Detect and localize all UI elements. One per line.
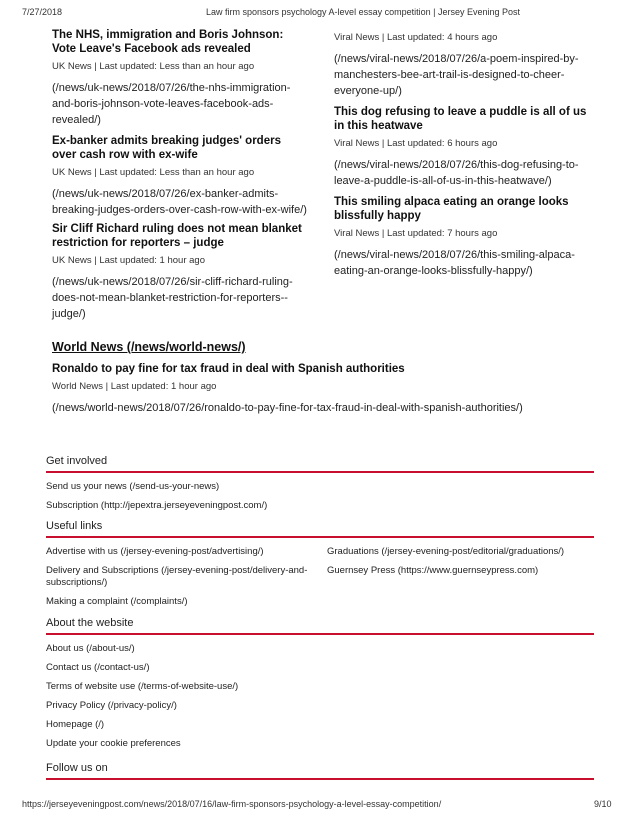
section-divider xyxy=(46,633,594,635)
viral-news-column xyxy=(334,28,590,283)
footer-link[interactable]: Homepage (/) xyxy=(46,719,105,730)
footer-link[interactable]: Delivery and Subscriptions (/jersey-evening-post/delivery-and-subscriptions/) xyxy=(46,565,308,588)
article-link[interactable]: (/news/uk-news/2018/07/26/sir-cliff-richard-ruling-does-not-mean-blanket-restriction-for-reporters--judge/) xyxy=(52,276,293,320)
footer-link[interactable]: Terms of website use (/terms-of-website-use/) xyxy=(46,681,239,692)
article-meta: World News | Last updated: 1 hour ago xyxy=(52,381,217,392)
article-meta: UK News | Last updated: Less than an hour ago xyxy=(52,61,255,72)
article-meta: UK News | Last updated: Less than an hour ago xyxy=(52,167,255,178)
get-involved-section xyxy=(46,455,594,519)
article-item xyxy=(334,32,590,99)
footer-link[interactable]: Graduations (/jersey-evening-post/editorial/graduations/) xyxy=(327,546,565,557)
footer-link[interactable]: Send us your news (/send-us-your-news) xyxy=(46,481,220,492)
world-news-section xyxy=(52,340,612,416)
section-title: Follow us on xyxy=(46,762,108,774)
print-page-title: Law firm sponsors psychology A-level essay competition | Jersey Evening Post xyxy=(206,7,520,17)
page-number: 9/10 xyxy=(594,799,612,809)
useful-links-section xyxy=(46,520,594,615)
article-meta: Viral News | Last updated: 7 hours ago xyxy=(334,228,498,239)
article-title[interactable]: Ex-banker admits breaking judges' orders over cash row with ex-wife xyxy=(52,135,281,161)
footer-link[interactable]: Privacy Policy (/privacy-policy/) xyxy=(46,700,177,711)
article-link[interactable]: (/news/viral-news/2018/07/26/this-smiling-alpaca-eating-an-orange-looks-blissfully-happy/) xyxy=(334,249,575,277)
world-news-heading[interactable]: World News (/news/world-news/) xyxy=(52,340,246,354)
article-title[interactable]: Ronaldo to pay fine for tax fraud in deal with Spanish authorities xyxy=(52,363,405,375)
section-title: About the website xyxy=(46,617,134,629)
article-item xyxy=(334,105,590,189)
follow-us-section xyxy=(46,762,594,788)
article-link[interactable]: (/news/uk-news/2018/07/26/ex-banker-admits-breaking-judges-orders-over-cash-row-with-ex-wife/) xyxy=(52,188,307,216)
footer-link[interactable]: Guernsey Press (https://www.guernseypress.com) xyxy=(327,565,539,576)
article-item xyxy=(52,28,308,128)
article-link[interactable]: (/news/uk-news/2018/07/26/the-nhs-immigration-and-boris-johnson-vote-leaves-facebook-ads-revealed/) xyxy=(52,82,291,126)
footer-link[interactable]: Making a complaint (/complaints/) xyxy=(46,596,188,607)
about-website-section xyxy=(46,617,594,757)
cookie-preferences-link[interactable]: Update your cookie preferences xyxy=(46,738,181,749)
section-title: Get involved xyxy=(46,455,108,467)
article-link[interactable]: (/news/world-news/2018/07/26/ronaldo-to-pay-fine-for-tax-fraud-in-deal-with-spanish-authorities/) xyxy=(52,402,523,414)
footer-link[interactable]: About us (/about-us/) xyxy=(46,643,135,654)
article-item xyxy=(52,222,308,322)
article-title[interactable]: Sir Cliff Richard ruling does not mean blanket restriction for reporters – judge xyxy=(52,223,302,249)
footer-link[interactable]: Contact us (/contact-us/) xyxy=(46,662,150,673)
print-date: 7/27/2018 xyxy=(22,7,63,17)
print-url: https://jerseyeveningpost.com/news/2018/07/16/law-firm-sponsors-psychology-a-level-essay-competition/ xyxy=(22,799,442,809)
article-meta: UK News | Last updated: 1 hour ago xyxy=(52,255,205,266)
article-title[interactable]: The NHS, immigration and Boris Johnson: Vote Leave's Facebook ads revealed xyxy=(52,29,284,55)
section-divider xyxy=(46,471,594,473)
article-link[interactable]: (/news/viral-news/2018/07/26/this-dog-refusing-to-leave-a-puddle-is-all-of-us-in-this-heatwave/) xyxy=(334,159,579,187)
article-meta: Viral News | Last updated: 6 hours ago xyxy=(334,138,498,149)
section-divider xyxy=(46,778,594,780)
article-title[interactable]: This smiling alpaca eating an orange looks blissfully happy xyxy=(334,196,569,222)
article-title[interactable]: This dog refusing to leave a puddle is all of us in this heatwave xyxy=(334,106,587,132)
uk-news-column xyxy=(52,28,308,326)
article-item xyxy=(334,195,590,279)
section-title: Useful links xyxy=(46,520,103,532)
footer-link[interactable]: Advertise with us (/jersey-evening-post/advertising/) xyxy=(46,546,264,557)
article-link[interactable]: (/news/viral-news/2018/07/26/a-poem-inspired-by-manchesters-bee-art-trail-is-designed-to-cheer-everyone-up/) xyxy=(334,53,579,97)
section-divider xyxy=(46,536,594,538)
article-meta: Viral News | Last updated: 4 hours ago xyxy=(334,32,498,43)
article-item xyxy=(52,134,308,218)
footer-link[interactable]: Subscription (http://jepextra.jerseyeveningpost.com/) xyxy=(46,500,268,511)
